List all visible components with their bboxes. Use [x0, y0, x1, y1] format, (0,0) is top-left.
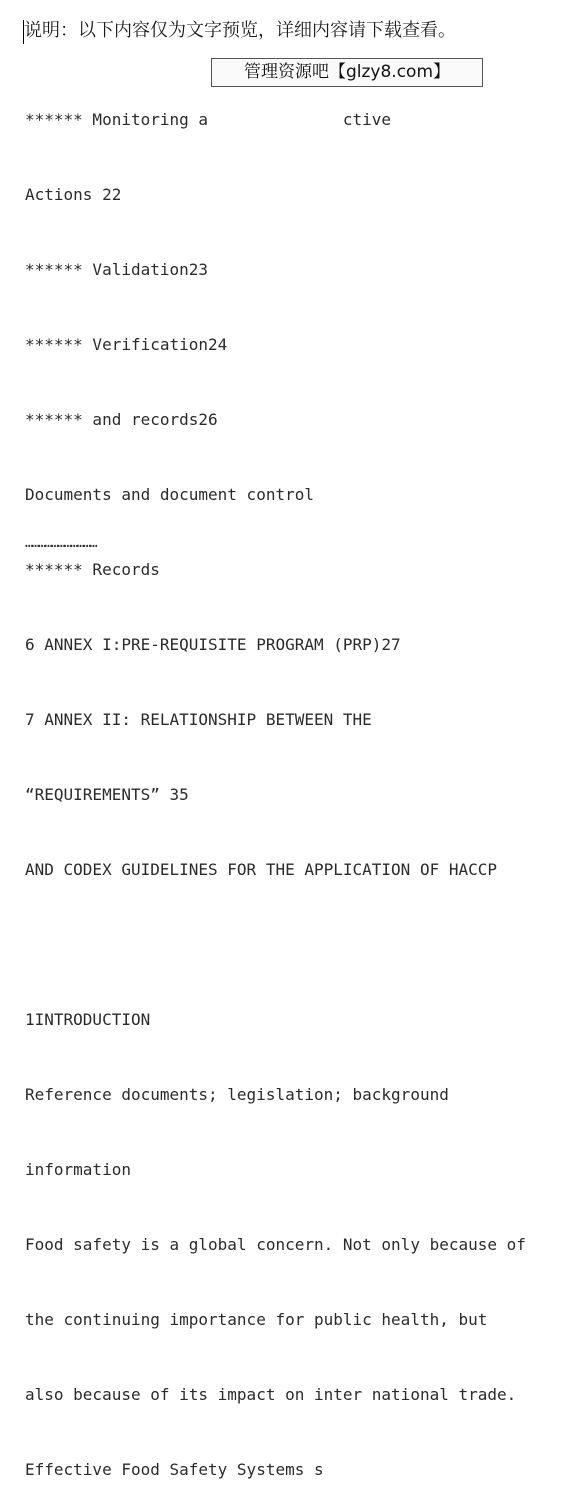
document-body	[25, 57, 565, 1507]
doc-line: ****** Validation23	[25, 260, 209, 279]
doc-line: information	[25, 1160, 131, 1179]
doc-line: ****** and records26	[25, 410, 218, 429]
doc-line: 1INTRODUCTION	[25, 1010, 151, 1029]
continuation-ellipsis: ……………………………	[25, 535, 96, 551]
doc-line: 7 ANNEX II: RELATIONSHIP BETWEEN THE	[25, 710, 372, 729]
doc-line: Effective Food Safety Systems s	[25, 1460, 324, 1479]
doc-line: Reference documents; legislation; background	[25, 1085, 449, 1104]
doc-line: ****** Monitoring a ctive	[25, 110, 392, 129]
doc-line: Food safety is a global concern. Not only because of	[25, 1235, 526, 1254]
doc-line: ****** Verification24	[25, 335, 228, 354]
doc-line: 6 ANNEX I:PRE-REQUISITE PROGRAM (PRP)27	[25, 635, 401, 654]
doc-line: ****** Records	[25, 560, 160, 579]
doc-line: Documents and document control	[25, 485, 314, 504]
doc-line: the continuing importance for public health, but	[25, 1310, 488, 1329]
text-cursor	[23, 20, 24, 44]
doc-line: Actions 22	[25, 185, 122, 204]
doc-line	[25, 932, 565, 957]
doc-line: AND CODEX GUIDELINES FOR THE APPLICATION OF HACCP	[25, 860, 498, 879]
doc-line: “REQUIREMENTS” 35	[25, 785, 189, 804]
site-watermark: 管理资源吧【glzy8.com】	[211, 58, 483, 87]
preview-notice: 说明：以下内容仅为文字预览，详细内容请下载查看。	[24, 20, 456, 41]
doc-line: also because of its impact on inter national trade.	[25, 1385, 517, 1404]
